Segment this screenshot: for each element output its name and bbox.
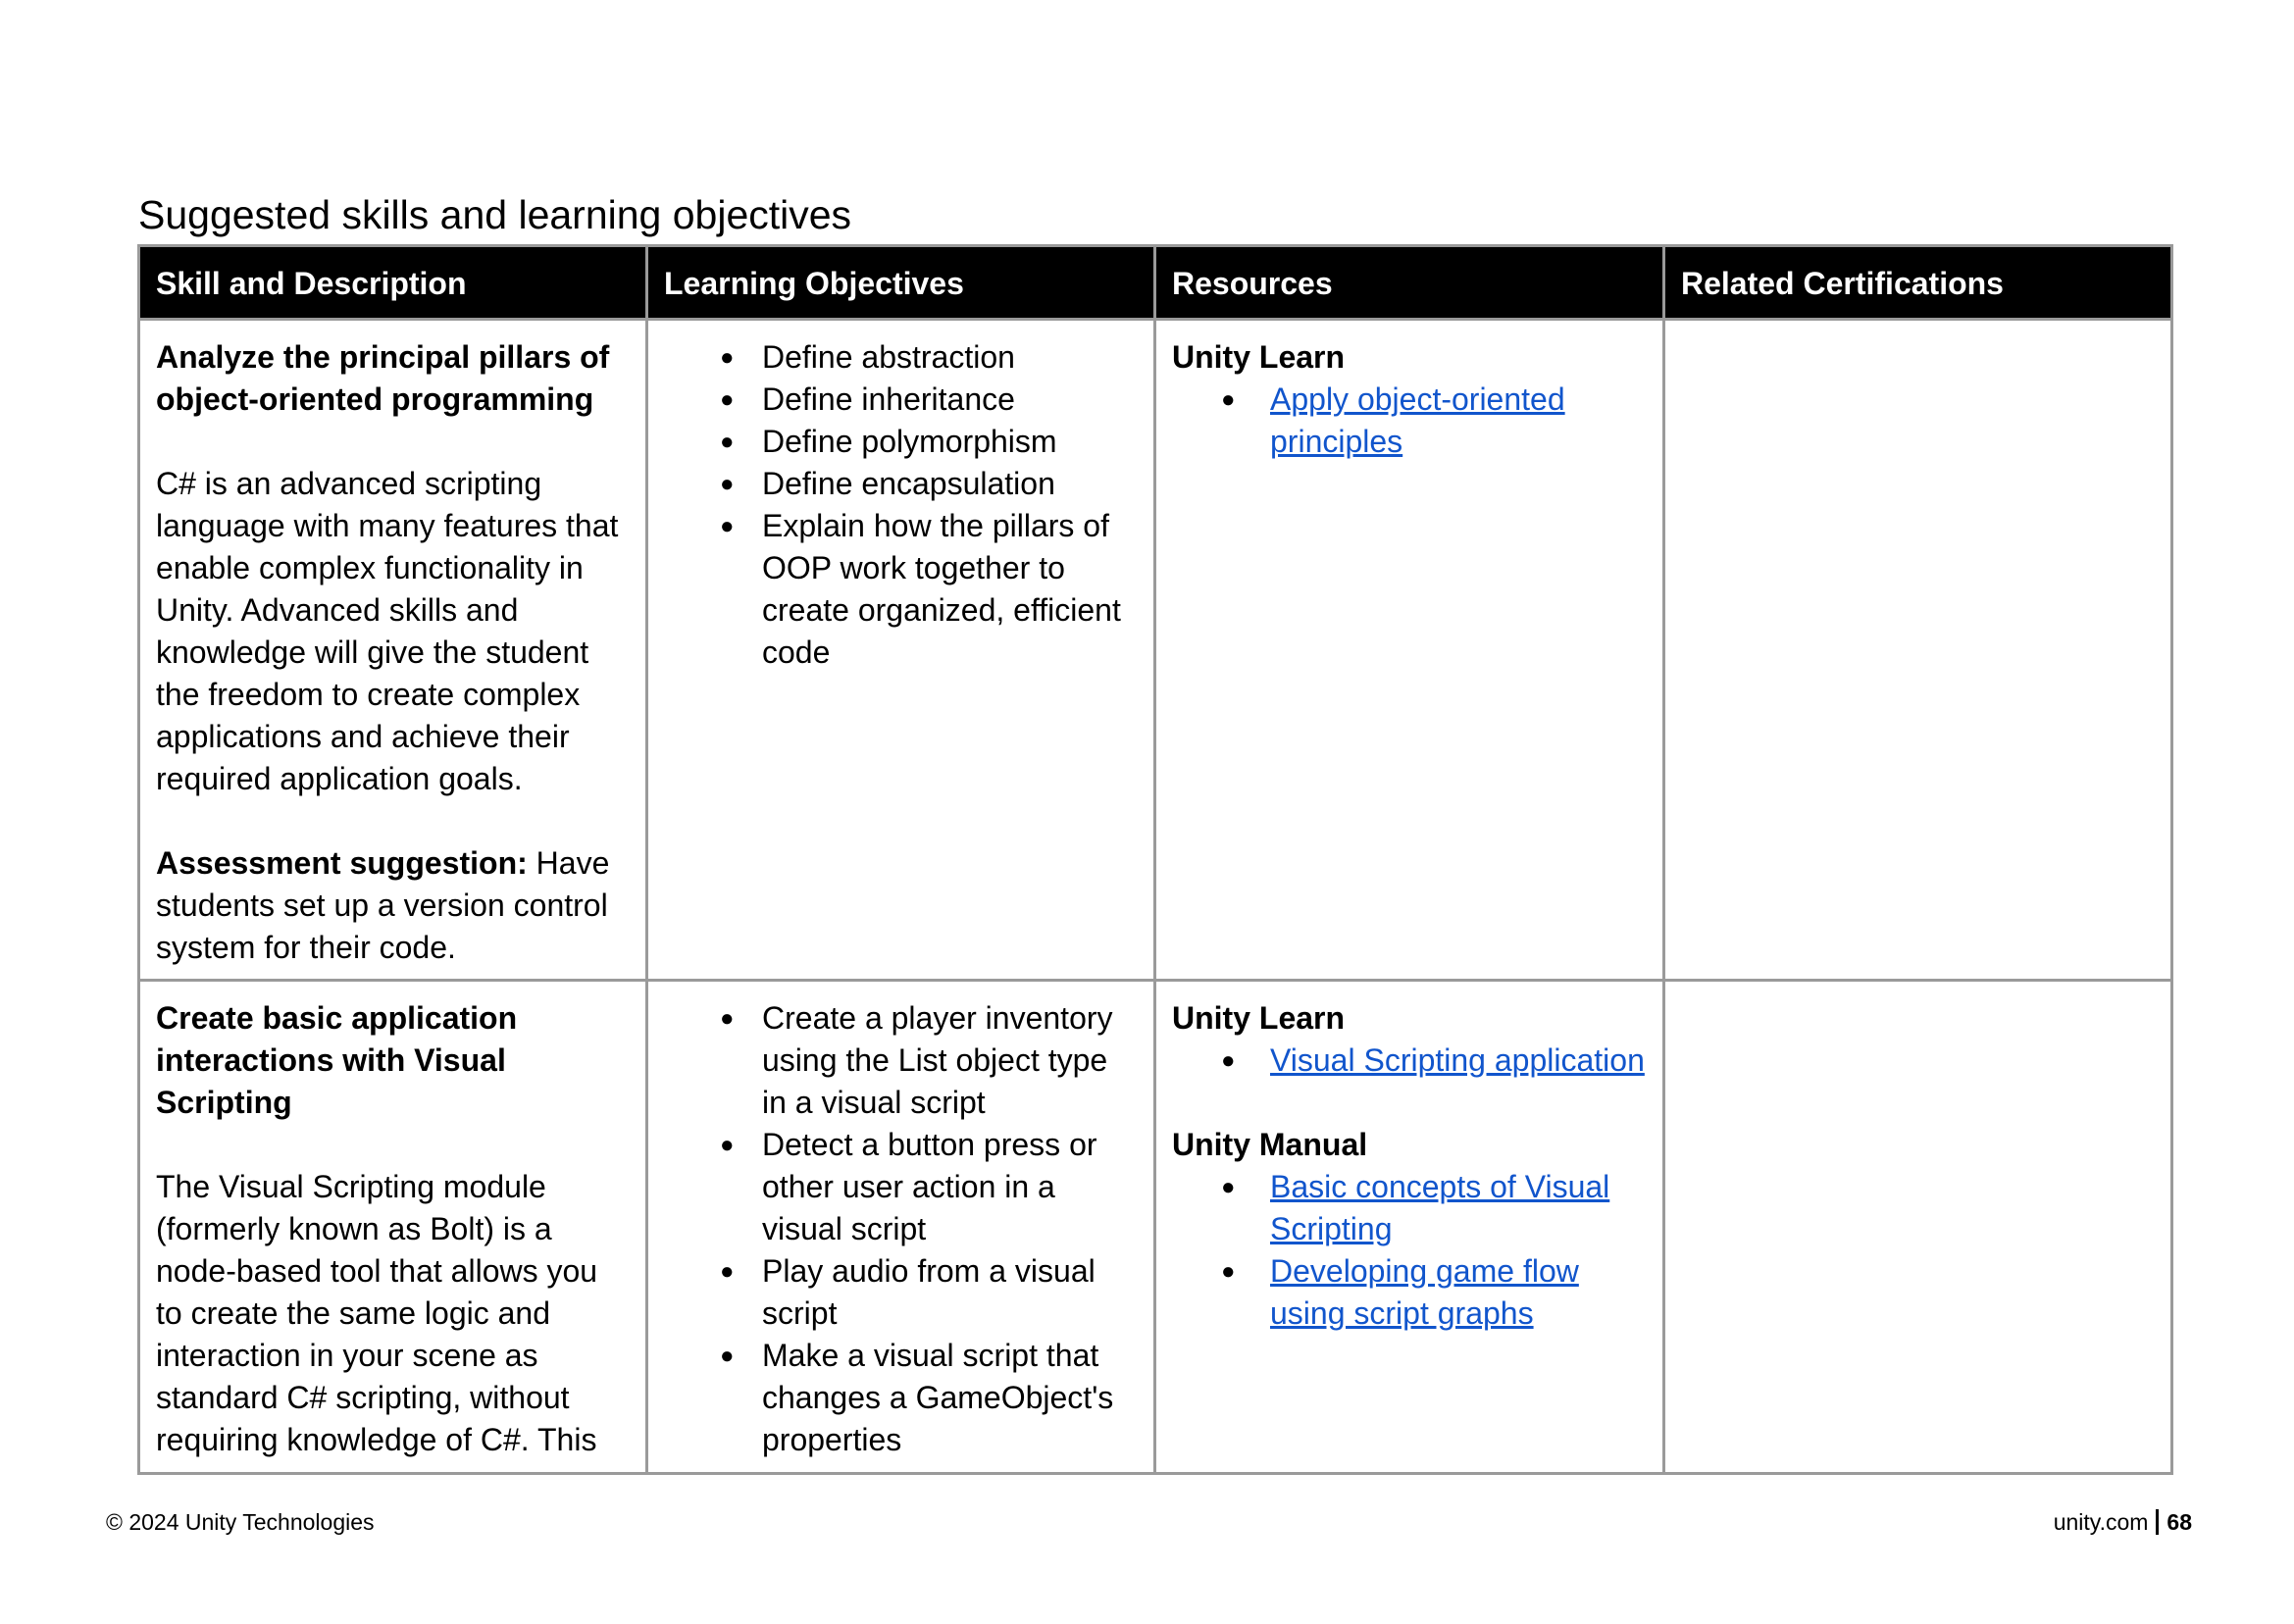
footer-page-info (2054, 1508, 2192, 1536)
objectives-cell (647, 981, 1155, 1474)
bullet-icon: ● (1221, 1047, 1236, 1074)
resource-link-game-flow[interactable]: Developing game flow using script graphs (1270, 1253, 1579, 1331)
certifications-cell (1664, 320, 2172, 981)
skill-cell (139, 981, 647, 1474)
footer-separator (2156, 1509, 2159, 1535)
resource-item (1172, 1250, 1649, 1335)
header-skill: Skill and Description (139, 246, 647, 320)
list-item: ● Define encapsulation (664, 463, 1140, 505)
resource-item (1172, 1040, 1649, 1082)
header-resources: Resources (1155, 246, 1664, 320)
bullet-icon: ● (720, 344, 735, 371)
skill-cell (139, 320, 647, 981)
bullet-icon: ● (720, 1132, 735, 1158)
skills-table (137, 244, 2173, 1475)
bullet-icon: ● (720, 513, 735, 539)
resource-heading: Unity Learn (1172, 339, 1346, 375)
bullet-icon: ● (1221, 1174, 1236, 1200)
skill-title: Create basic application interactions with Visual Scripting (156, 1000, 518, 1120)
assessment-suggestion: Assessment suggestion: Have students set up a version control system for their code. (156, 845, 610, 965)
resources-cell (1155, 320, 1664, 981)
resource-link-basic-concepts[interactable]: Basic concepts of Visual Scripting (1270, 1169, 1610, 1246)
bullet-icon: ● (1221, 386, 1236, 413)
bullet-icon: ● (720, 429, 735, 455)
skill-description: C# is an advanced scripting language with many features that enable complex functionality in Unity. Advanced skills and knowledge will give the student the freedom to create complex applications and achieve their required application goals. (156, 466, 619, 796)
bullet-icon: ● (1221, 1258, 1236, 1285)
list-item: ● Define abstraction (664, 336, 1140, 379)
bullet-icon: ● (720, 471, 735, 497)
bullet-icon: ● (720, 1258, 735, 1285)
bullet-icon: ● (720, 1005, 735, 1032)
resource-link-apply-oop[interactable]: Apply object-oriented principles (1270, 381, 1565, 459)
list-item: ● Create a player inventory using the List object type in a visual script (664, 997, 1140, 1124)
list-item: ● Explain how the pillars of OOP work together to create organized, efficient code (664, 505, 1140, 674)
list-item: ● Play audio from a visual script (664, 1250, 1140, 1335)
bullet-icon: ● (720, 386, 735, 413)
bullet-icon: ● (720, 1343, 735, 1369)
footer-site: unity.com (2053, 1509, 2149, 1535)
table-header-row (139, 246, 2172, 320)
objectives-cell (647, 320, 1155, 981)
resource-heading: Unity Learn (1172, 1000, 1346, 1036)
skill-title: Analyze the principal pillars of object-oriented programming (156, 339, 610, 417)
resource-item (1172, 379, 1649, 463)
header-objectives: Learning Objectives (647, 246, 1155, 320)
list-item: ● Define inheritance (664, 379, 1140, 421)
resource-link-visual-scripting-app[interactable]: Visual Scripting application (1270, 1042, 1645, 1078)
header-certifications: Related Certifications (1664, 246, 2172, 320)
list-item: ● Define polymorphism (664, 421, 1140, 463)
certifications-cell (1664, 981, 2172, 1474)
list-item: ● Detect a button press or other user action in a visual script (664, 1124, 1140, 1250)
page-number: 68 (2167, 1509, 2192, 1535)
list-item: ● Make a visual script that changes a GameObject's properties (664, 1335, 1140, 1461)
resources-cell (1155, 981, 1664, 1474)
skill-description: The Visual Scripting module (formerly known as Bolt) is a node-based tool that allows you to create the same logic and interaction in your scene as standard C# scripting, without requiring knowledge of C#. This (156, 1169, 598, 1457)
table-row (139, 981, 2172, 1474)
page-title: Suggested skills and learning objectives (138, 192, 852, 237)
resource-item (1172, 1166, 1649, 1250)
table-row (139, 320, 2172, 981)
footer-copyright: © 2024 Unity Technologies (106, 1509, 375, 1535)
resource-heading: Unity Manual (1172, 1127, 1368, 1162)
